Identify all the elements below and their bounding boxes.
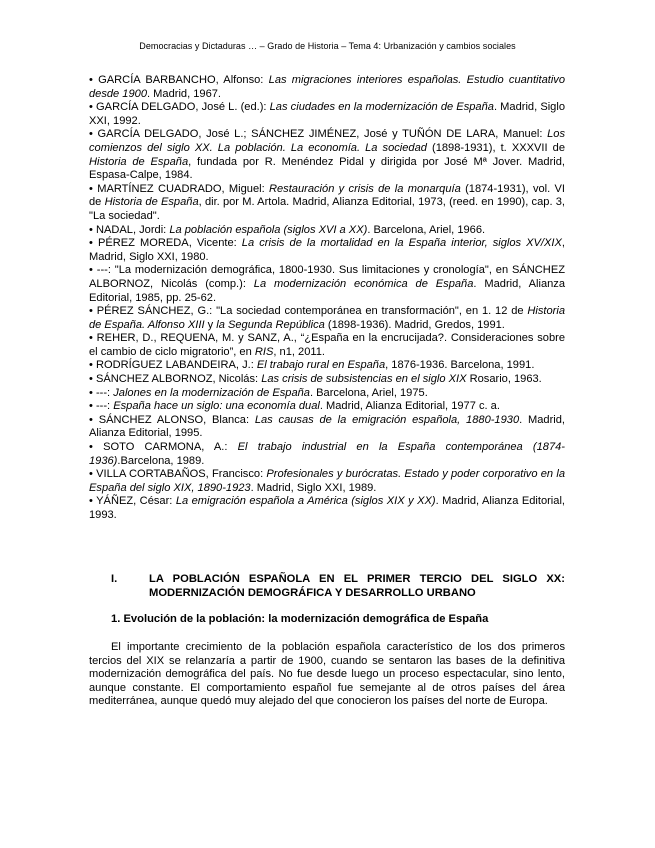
bullet-icon: • [89,128,93,141]
bullet-icon: • [89,413,93,426]
bibliography-entry [89,332,565,359]
entry-title-italic: Los comienzos del siglo XX. La población. La economía. La sociedad [89,128,565,154]
entry-text: . Barcelona, Ariel, 1966. [367,223,486,236]
bibliography-entry [89,74,565,101]
entry-title-italic: El trabajo rural en España [256,359,386,372]
entry-text: . Madrid, Alianza Editorial, 1993. [89,495,565,521]
entry-title-italic: Las ciudades en la modernización de España [269,101,494,114]
body-paragraph: El importante crecimiento de la población española característico de los dos primeros tercios del XIX se relanzaría a partir de 1900, cuando se sentaron las bases de la definitiva modernización demográfica del país. No fue desde luego un proceso espectacular, sino lento, aunque constante. El comportamiento español fue semejante al de otros países del área mediterránea, aunque quedó muy alejado del que conocieron los países del norte de Europa. [89,641,565,708]
entry-title-italic: La población española (siglos XVI a XX) [169,223,368,236]
bibliography-entry [89,468,565,495]
bibliography-entry [89,387,565,401]
entry-text: , Madrid, Siglo XXI, 1980. [89,237,565,263]
bullet-icon: • [89,468,93,481]
bullet-icon: • [89,332,93,345]
section-number: I. [111,573,118,585]
entry-text: NADAL, Jordi: [92,223,170,236]
entry-text: (1874-1931), vol. VI de [89,182,565,209]
bibliography-entry [89,441,565,468]
entry-text: MARTÍNEZ CUADRADO, Miguel: [92,182,269,195]
entry-text: SÁNCHEZ ALONSO, Blanca: [92,413,255,426]
entry-text: GARCÍA DELGADO, José L. (ed.): [92,101,270,114]
bullet-icon: • [89,373,93,386]
entry-text: RODRÍGUEZ LABANDEIRA, J.: [92,359,257,372]
entry-text: PÉREZ SÁNCHEZ, G.: "La sociedad contemporánea en transformación", en 1. 12 de [92,305,528,318]
entry-text: , dir. por M. Artola. Madrid, Alianza Editorial, 1973, (reed. en 1990), cap. 3, "La sociedad". [89,196,566,222]
entry-text: . Madrid, Siglo XXI, 1992. [89,101,565,127]
entry-title-italic: la Segunda República [216,318,325,331]
bullet-icon: • [89,386,93,399]
entry-text: , fundada por R. Menéndez Pidal y dirigida por José Mª Jover. Madrid, Espasa-Calpe, 1984. [89,155,566,182]
bibliography-entry [89,264,565,305]
entry-title-italic: Historia de España. Alfonso XIII [89,305,565,331]
bibliography-entry [89,359,565,373]
entry-text: GARCÍA BARBANCHO, Alfonso: [92,74,269,86]
entry-text: GARCÍA DELGADO, José L.; SÁNCHEZ JIMÉNEZ, José y TUÑÓN DE LARA, Manuel: [92,128,548,141]
bibliography-list [89,74,565,523]
bullet-icon: • [89,400,93,413]
entry-text: (1898-1931), t. XXXVII de [426,141,565,154]
bibliography-entry [89,224,565,238]
entry-text: , n1, 2011. [273,345,325,358]
entry-title-italic: RIS [254,345,274,358]
section-heading [89,573,565,600]
entry-text: . Madrid, Alianza Editorial, 1985, pp. 25-62. [89,277,566,304]
entry-title-italic: El trabajo industrial en la España contemporánea (1874-1936) [89,441,565,467]
bibliography-entry [89,183,565,224]
entry-text: . Madrid, Alianza Editorial, 1977 c. a. [319,400,500,413]
bibliography-entry [89,495,565,522]
entry-title-italic: Restauración y crisis de la monarquía [269,182,461,195]
entry-text: YÁÑEZ, César: [92,495,176,508]
bullet-icon: • [89,441,93,454]
entry-title-italic: La emigración española a América (siglos XIX y XX) [175,495,436,508]
entry-title-italic: España hace un siglo: una economía dual [113,400,320,413]
bibliography-entry [89,128,565,182]
bibliography-entry [89,414,565,441]
entry-text: y [204,318,217,331]
entry-title-italic: La crisis de la mortalidad en la España interior, siglos XV/XIX [241,237,562,250]
bullet-icon: • [89,74,93,86]
bibliography-entry [89,400,565,414]
entry-text: ---: "La modernización demográfica, 1800-1930. Sus limitaciones y cronología", en SÁNCHEZ ALBORNOZ, Nicolás (comp.): [89,264,565,290]
entry-text: (1898-1936). Madrid, Gredos, 1991. [324,318,505,331]
entry-text: .Barcelona, 1989. [117,454,205,467]
entry-text: Rosario, 1963. [466,373,542,386]
entry-text: REHER, D., REQUENA, M. y SANZ, A., “¿España en la encrucijada?. Consideraciones sobre el cambio de ciclo migratorio”, en [89,332,565,358]
bibliography-entry [89,305,565,332]
bibliography-entry [89,237,565,264]
entry-title-italic: Las crisis de subsistencias en el siglo XIX [261,373,467,386]
entry-text: . Madrid, Alianza Editorial, 1995. [89,413,566,440]
entry-text: SÁNCHEZ ALBORNOZ, Nicolás: [92,373,262,386]
entry-title-italic: Historia de España [104,196,199,209]
bibliography-entry [89,101,565,128]
entry-title-italic: Historia de España [89,155,189,168]
bullet-icon: • [89,495,93,508]
bullet-icon: • [89,305,93,318]
bullet-icon: • [89,223,93,236]
bullet-icon: • [89,182,93,195]
entry-text: VILLA CORTABAÑOS, Francisco: [92,468,267,481]
bibliography-entry [89,373,565,387]
bullet-icon: • [89,359,93,372]
entry-text: SOTO CARMONA, A.: [92,441,238,454]
entry-text: , 1876-1936. Barcelona, 1991. [385,359,535,372]
entry-title-italic: Las migraciones interiores españolas. Estudio cuantitativo desde 1900 [89,74,566,100]
entry-title-italic: Las causas de la emigración española, 1880-1930 [254,413,520,426]
entry-title-italic: Profesionales y burócratas. Estado y poder corporativo en la España del siglo XIX, 1890-1923 [89,468,565,494]
bullet-icon: • [89,237,93,250]
section-title: LA POBLACIÓN ESPAÑOLA EN EL PRIMER TERCIO DEL SIGLO XX: MODERNIZACIÓN DEMOGRÁFICA Y DESARROLLO URBANO [149,573,565,599]
entry-title-italic: La modernización económica de España [253,277,474,290]
entry-text: . Barcelona, Ariel, 1975. [309,386,428,399]
entry-text: . Madrid, Siglo XXI, 1989. [250,481,377,494]
bullet-icon: • [89,264,93,277]
entry-text: . Madrid, 1967. [147,87,221,100]
entry-title-italic: Jalones en la modernización de España [113,386,310,399]
entry-text: ---: [92,400,114,413]
bullet-icon: • [89,101,93,114]
subsection-heading: 1. Evolución de la población: la modernización demográfica de España [111,613,489,625]
entry-text: ---: [92,386,114,399]
entry-text: PÉREZ MOREDA, Vicente: [92,237,242,250]
running-header: Democracias y Dictaduras … – Grado de Historia – Tema 4: Urbanización y cambios sociales [139,41,516,51]
